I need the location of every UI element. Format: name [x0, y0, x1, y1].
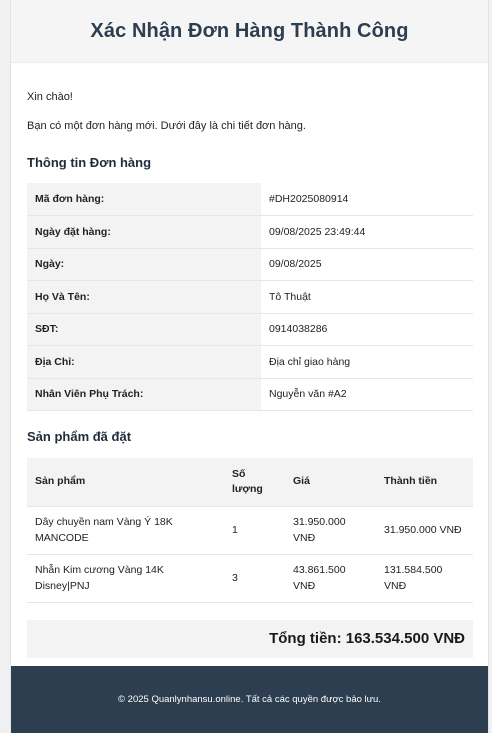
- order-datetime-label: Ngày đặt hàng:: [27, 216, 261, 249]
- order-datetime-value: 09/08/2025 23:49:44: [261, 216, 473, 249]
- table-row: [27, 248, 473, 281]
- order-id-value: #DH2025080914: [261, 183, 473, 216]
- product-name: Dây chuyền nam Vàng Ý 18K MANCODE: [27, 506, 224, 554]
- table-header-row: [27, 458, 473, 506]
- table-row: [27, 216, 473, 249]
- order-info-heading: Thông tin Đơn hàng: [27, 155, 152, 170]
- product-subtotal: 131.584.500 VNĐ: [376, 554, 473, 602]
- copyright-text: © 2025 Quanlynhansu.online. Tất cả các quyền được bảo lưu.: [118, 694, 381, 705]
- product-quantity: 1: [224, 506, 285, 554]
- table-row: [27, 183, 473, 216]
- product-name: Nhẫn Kim cương Vàng 14K Disney|PNJ: [27, 554, 224, 602]
- email-footer: [11, 666, 488, 733]
- date-label: Ngày:: [27, 248, 261, 281]
- page-title: Xác Nhận Đơn Hàng Thành Công: [90, 19, 409, 42]
- product-subtotal: 31.950.000 VNĐ: [376, 506, 473, 554]
- column-header-price: Giá: [285, 458, 376, 506]
- product-price: 43.861.500 VNĐ: [285, 554, 376, 602]
- greeting-text: Xin chào!: [27, 91, 73, 103]
- column-header-quantity: Số lượng: [224, 458, 285, 506]
- customer-name-label: Họ Và Tên:: [27, 281, 261, 314]
- products-heading: Sản phẩm đã đặt: [27, 429, 132, 444]
- address-value: Địa chỉ giao hàng: [261, 346, 473, 379]
- table-row: [27, 346, 473, 379]
- email-body: [11, 91, 488, 658]
- email-header: [11, 0, 488, 63]
- phone-label: SĐT:: [27, 313, 261, 346]
- table-row: [27, 554, 473, 602]
- order-id-label: Mã đơn hàng:: [27, 183, 261, 216]
- table-row: [27, 506, 473, 554]
- order-total: Tổng tiền: 163.534.500 VNĐ: [27, 620, 473, 658]
- intro-text: Bạn có một đơn hàng mới. Dưới đây là chi tiết đơn hàng.: [27, 120, 306, 132]
- staff-label: Nhân Viên Phụ Trách:: [27, 378, 261, 411]
- phone-value: 0914038286: [261, 313, 473, 346]
- table-row: [27, 313, 473, 346]
- product-price: 31.950.000 VNĐ: [285, 506, 376, 554]
- customer-name-value: Tô Thuật: [261, 281, 473, 314]
- order-info-table: [27, 183, 473, 411]
- address-label: Địa Chỉ:: [27, 346, 261, 379]
- email-container: [10, 0, 489, 733]
- column-header-product: Sản phẩm: [27, 458, 224, 506]
- column-header-subtotal: Thành tiền: [376, 458, 473, 506]
- date-value: 09/08/2025: [261, 248, 473, 281]
- table-row: [27, 378, 473, 411]
- table-row: [27, 281, 473, 314]
- product-quantity: 3: [224, 554, 285, 602]
- products-table: [27, 458, 473, 603]
- staff-value: Nguyễn văn #A2: [261, 378, 473, 411]
